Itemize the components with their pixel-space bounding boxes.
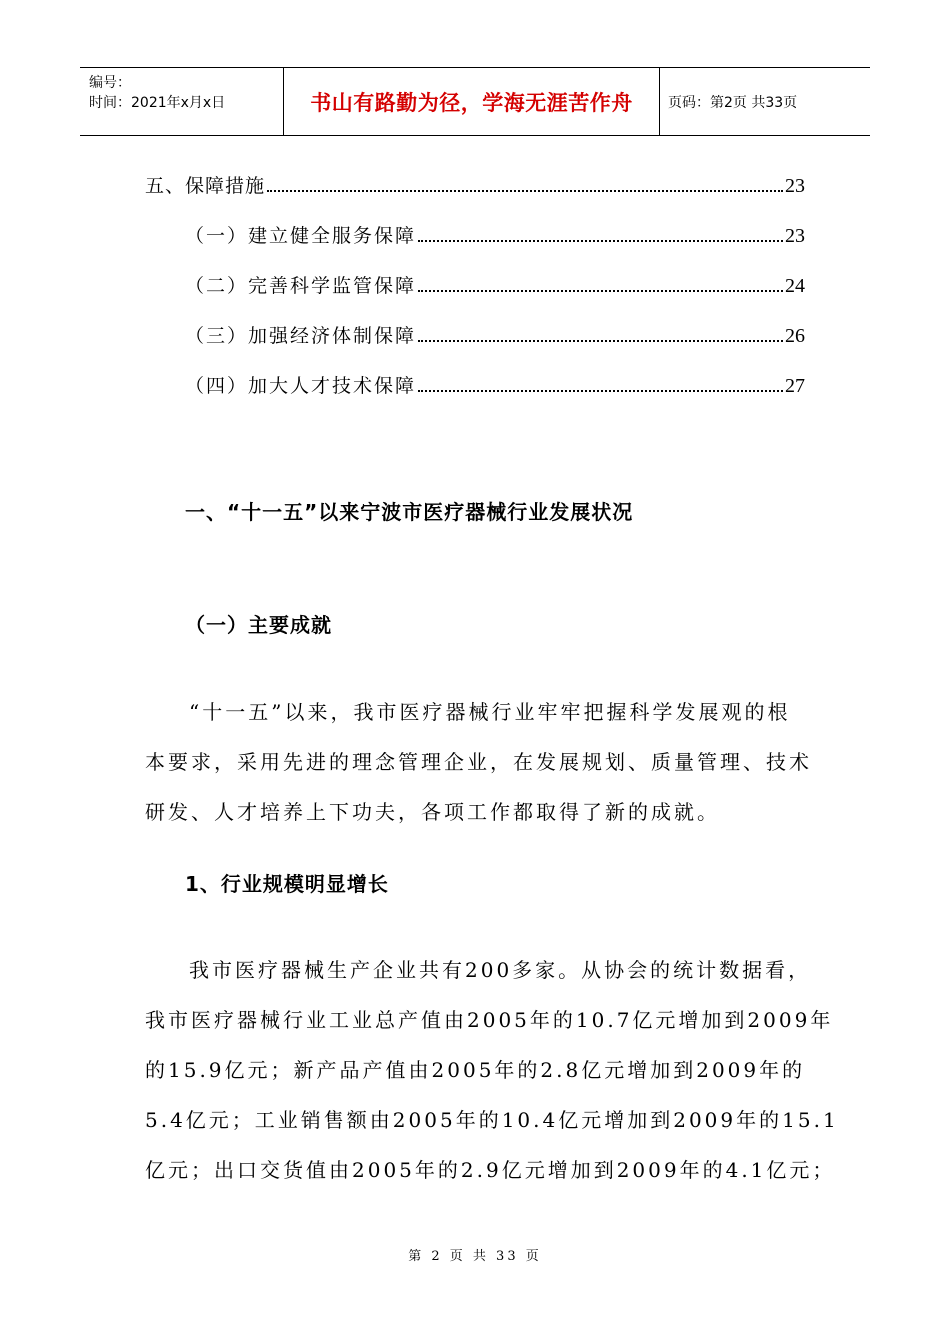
toc-entry-title: （二）完善科学监管保障 (185, 275, 417, 297)
toc-leader-dots (418, 290, 783, 292)
toc-entry-title: （四）加大人才技术保障 (185, 375, 417, 397)
toc-entry[interactable] (185, 268, 805, 298)
code-label: 编号： (89, 75, 131, 91)
toc-entry-page: 26 (785, 325, 805, 347)
toc-entry[interactable] (185, 318, 805, 348)
paragraph-line: 本要求，采用先进的理念管理企业，在发展规划、质量管理、技术 (145, 750, 812, 774)
toc-entry-page: 27 (785, 375, 805, 397)
toc-entry-title: 五、保障措施 (145, 175, 266, 197)
time-label: 时间：2021年x月x日 (89, 95, 226, 111)
paragraph-line: 亿元；出口交货值由2005年的2.9亿元增加到2009年的4.1亿元； (145, 1158, 836, 1182)
paragraph-line: 我市医疗器械行业工业总产值由2005年的10.7亿元增加到2009年 (145, 1008, 834, 1032)
paragraph-line: 5.4亿元；工业销售额由2005年的10.4亿元增加到2009年的15.1 (145, 1108, 839, 1132)
page-footer: 第 2 页 共 33 页 (408, 1249, 542, 1264)
toc-leader-dots (418, 340, 783, 342)
toc-entry-page: 23 (785, 175, 805, 197)
header-motto-cell (283, 68, 660, 135)
paragraph-line: 研发、人才培养上下功夫，各项工作都取得了新的成就。 (145, 800, 720, 824)
toc-entry-page: 24 (785, 275, 805, 297)
toc-entry[interactable] (185, 368, 805, 398)
toc-leader-dots (418, 390, 783, 392)
page-info-text: 页码：第2页 共33页 (668, 94, 798, 111)
paragraph-line: 的15.9亿元；新产品产值由2005年的2.8亿元增加到2009年的 (145, 1058, 806, 1082)
paragraph-line: “十一五”以来，我市医疗器械行业牢牢把握科学发展观的根 (189, 700, 791, 724)
page-header (80, 67, 870, 136)
motto-text: 书山有路勤为径，学海无涯苦作舟 (310, 90, 633, 115)
subsection-heading: （一）主要成就 (185, 613, 332, 637)
toc-entry[interactable] (145, 168, 805, 198)
item-heading: 1、行业规模明显增长 (185, 872, 389, 896)
paragraph-line: 我市医疗器械生产企业共有200多家。从协会的统计数据看， (189, 958, 812, 982)
toc-entry-title: （三）加强经济体制保障 (185, 325, 417, 347)
toc-entry-title: （一）建立健全服务保障 (185, 225, 417, 247)
toc-leader-dots (267, 190, 783, 192)
paragraph-achievements (145, 687, 812, 837)
toc-entry[interactable] (185, 218, 805, 248)
header-page-info (660, 68, 870, 135)
toc-entry-page: 23 (785, 225, 805, 247)
section-heading: 一、“十一五”以来宁波市医疗器械行业发展状况 (185, 500, 634, 524)
paragraph-scale (145, 945, 839, 1195)
header-meta (80, 68, 283, 135)
toc-leader-dots (418, 240, 783, 242)
